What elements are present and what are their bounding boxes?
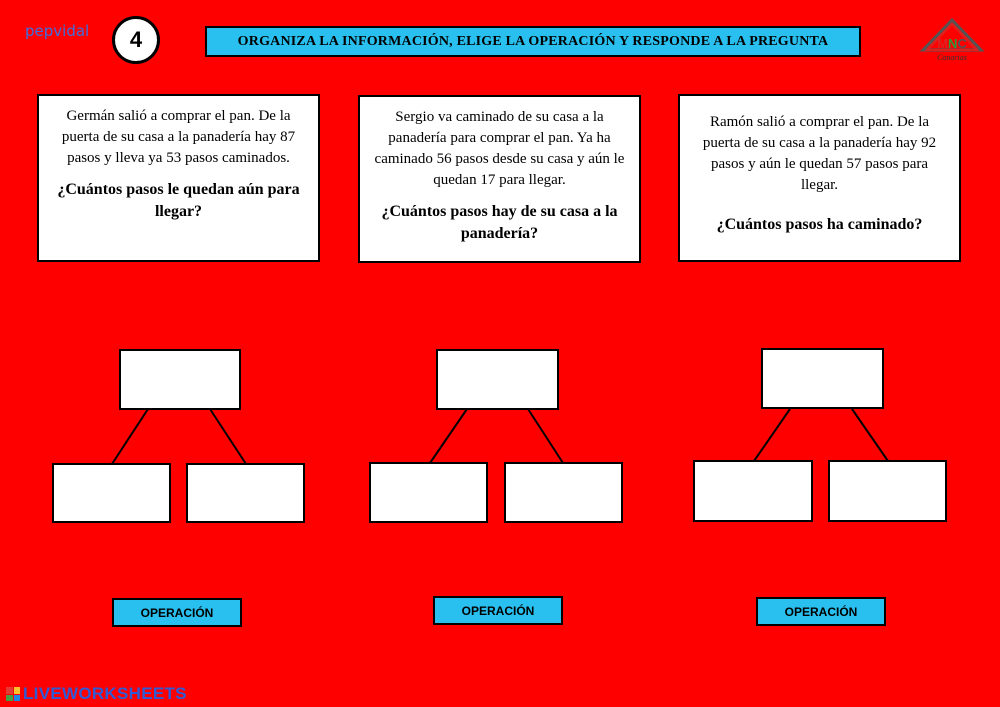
part-left-answer-box[interactable] [369, 462, 488, 523]
problem-question: ¿Cuántos pasos le quedan aún para llegar? [57, 181, 300, 220]
exercise-number: 4 [112, 16, 160, 64]
problem-story: Sergio va caminado de su casa a la panadería para comprar el pan. Ya ha caminado 56 pasos desde su casa y aún le quedan 17 para llegar. [374, 109, 625, 188]
part-left-answer-box[interactable] [52, 463, 171, 523]
total-answer-box[interactable] [119, 349, 241, 410]
mnc-logo [917, 16, 987, 64]
operation-button-3[interactable]: OPERACIÓN [756, 597, 886, 626]
problem-question: ¿Cuántos pasos ha caminado? [716, 216, 923, 233]
author-watermark: pepvidal [25, 22, 90, 40]
liveworksheets-icon [6, 687, 20, 701]
liveworksheets-brand [6, 684, 187, 704]
operation-button-1[interactable]: OPERACIÓN [112, 598, 242, 627]
total-answer-box[interactable] [761, 348, 884, 409]
liveworksheets-wordmark: LIVEWORKSHEETS [23, 684, 187, 703]
instruction-banner: ORGANIZA LA INFORMACIÓN, ELIGE LA OPERACIÓN Y RESPONDE A LA PREGUNTA [205, 26, 861, 57]
part-left-answer-box[interactable] [693, 460, 813, 522]
part-right-answer-box[interactable] [186, 463, 305, 523]
problem-card-3 [678, 94, 961, 262]
logo-text: MNC [937, 36, 967, 51]
logo-subtext: Canarias [937, 53, 967, 62]
total-answer-box[interactable] [436, 349, 559, 410]
problem-story: Germán salió a comprar el pan. De la puerta de su casa a la panadería hay 87 pasos y lleva ya 53 pasos caminados. [61, 108, 296, 166]
problem-question: ¿Cuántos pasos hay de su casa a la panadería? [381, 203, 618, 242]
problem-card-1 [37, 94, 320, 262]
part-right-answer-box[interactable] [504, 462, 623, 523]
part-right-answer-box[interactable] [828, 460, 947, 522]
problem-card-2 [358, 95, 641, 263]
problem-story: Ramón salió a comprar el pan. De la puerta de su casa a la panadería hay 92 pasos y aún le quedan 57 pasos para llegar. [702, 114, 937, 193]
operation-button-2[interactable]: OPERACIÓN [433, 596, 563, 625]
